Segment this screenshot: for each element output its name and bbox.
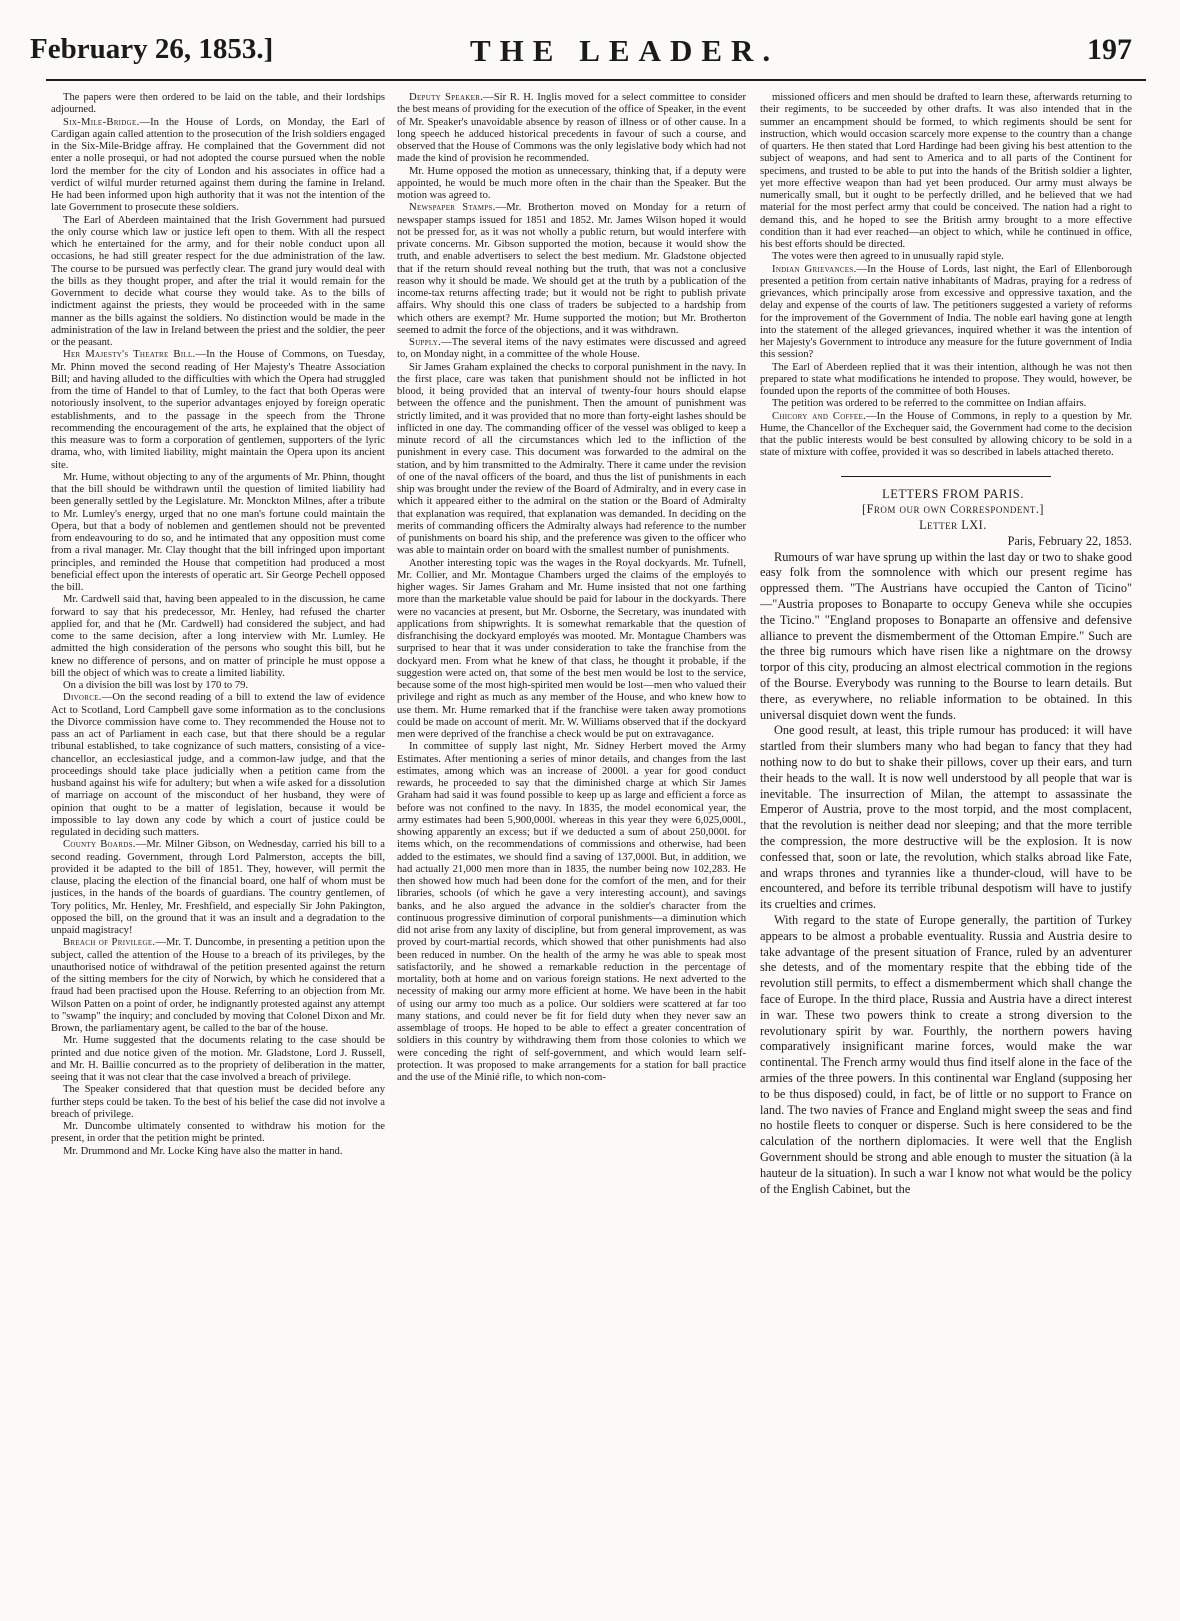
section-lead: Divorce. [63, 692, 102, 704]
paragraph: Mr. Cardwell said that, having been appealed to in the discussion, he came forward to say that his predecessor, Mr. Henley, had refused the charter applied for, and that he (Mr. Cardwell) had considered the subject, and had come to the same decision, after a long interview with Mr. Lumley. He admitted the high consideration of the persons who sought this bill, but he knew no difference of persons, and on matter of principle he must oppose a bill the object of which was to create a limited liability. [51, 594, 385, 679]
section-lead: Supply. [409, 337, 442, 348]
paragraph: Chicory and Coffee.—In the House of Commons, in reply to a question by Mr. Hume, the Chancellor of the Exchequer said, the Government had come to the decision that the public interests would be best consulted by allowing chicory to be sold in a state of mixture with coffee, provided it was so described in labels attached thereto. [760, 410, 1132, 459]
section-divider [841, 476, 1051, 477]
paragraph: Supply.—The several items of the navy estimates were discussed and agreed to, on Monday night, in a committee of the whole House. [397, 337, 746, 361]
section-lead: County Boards. [63, 839, 136, 851]
paragraph: missioned officers and men should be drafted to learn these, afterwards returning to their regiments, to be succeeded by other drafts. It was also intended that in the summer an encampment should be formed, to which regiments should be sent for instruction, which would occasion scarcely more expense to the country than a change of quarters. He then stated that Lord Hardinge had been giving his best attention to the subject of weapons, and had sent to America and to all parts of the Continent for specimens, and trusted to be able to put into the hands of the British soldier a lighter, yet more effective weapon than had yet been produced. Our army must always be numerically small, but it ought to be perfectly drilled, and he believed that we had material for the most perfect army that could be conceived. The nation had a right to demand this, and he hoped to see the British army brought to a more effective condition than it had ever reached—an object to which, while he continued in office, his best efforts should be directed. [760, 92, 1132, 250]
paragraph: The Earl of Aberdeen replied that it was their intention, although he was not then prepared to state what modifications he intended to propose. They would, however, be founded upon the reports of the committee of both Houses. [760, 361, 1132, 397]
section-lead: Indian Grievances. [772, 263, 857, 275]
paragraph: Her Majesty's Theatre Bill.—In the House of Commons, on Tuesday, Mr. Phinn moved the second reading of Her Majesty's Theatre Association Bill; and having alluded to the difficulties with which the Opera had struggled from the time of Handel to that of Lumley, to the fact that both Operas were notoriously insolvent, to the superior advantages enjoyed by foreign operatic establishments, and to the passage in the speech from the Throne recommending the encouragement of the arts, he explained that the object of this measure was to form a corporation of gentlemen, supporters of the lyric drama, who, with limited liability, might maintain the Opera upon its ancient site. [51, 349, 385, 471]
correspondent-line: [From our own Correspondent.] [861, 502, 1045, 517]
paragraph: Newspaper Stamps.—Mr. Brotherton moved on Monday for a return of newspaper stamps issued for 1851 and 1852. Mr. James Wilson hoped it would not be pressed for, as it was not wholly a public return, but would interfere with private concerns. Mr. Gibson supported the motion, because it would show the truth, and enable advertisers to select the best medium. Mr. Gladstone objected that if the return should reveal nothing but the truth, that was not a conclusive reason why it should be made. We should get at the truth by a publication of the income-tax returns affecting trade; but it would not be right to publish private affairs. Why should this one class of traders be subjected to a hardship from which others are exempt? Mr. Hume supported the motion; but Mr. Brotherton seemed to admit the force of the objections, and it was withdrawn. [397, 202, 746, 336]
masthead [30, 33, 1146, 77]
paragraph: On a division the bill was lost by 170 to 79. [63, 680, 249, 691]
paragraph: County Boards.—Mr. Milner Gibson, on Wednesday, carried his bill to a second reading. Government, through Lord Palmerston, accepts the bill, provided it be adapted to the bill of 1851. They, however, will permit the clause, placing the election of the financial board, one half of whom must be justices, in the hands of the boards of guardians. The country gentlemen, of Tory politics, Mr. Henley, Mr. Freshfield, and especially Sir John Pakington, opposed the bill, on the ground that it was an insult and a degradation to the unpaid magistracy! [51, 839, 385, 936]
letter-number: Letter LXI. [919, 518, 987, 533]
paragraph: Breach of Privilege.—Mr. T. Duncombe, in presenting a petition upon the subject, called the attention of the House to a breach of its privileges, by the unauthorised notice of withdrawal of the petition presented against the return of the sitting members for the city of Norwich, by which he considered that a fraud had been practised upon the House. Referring to an objection from Mr. Wilson Patten on a point of order, he indignantly protested against any attempt to "swamp" the inquiry; and concluded by moving that Colonel Dixon and Mr. Brown, the parliamentary agent, be called to the bar of the house. [51, 937, 385, 1034]
section-lead: Deputy Speaker. [409, 92, 484, 103]
paragraph: Mr. Drummond and Mr. Locke King have also the matter in hand. [63, 1145, 343, 1157]
section-lead: Six-Mile-Bridge. [63, 116, 140, 128]
column-3 [760, 92, 1132, 1607]
paragraph: Mr. Duncombe ultimately consented to withdraw his motion for the present, in order that the petition might be printed. [51, 1121, 385, 1145]
letter-paragraph: Rumours of war have sprung up within the last day or two to shake good easy folk from the somnolence with which our present regime has oppressed them. "The Austrians have occupied the Canton of Ticino" —"Austria proposes to Bonaparte to occupy Geneva while she occupies the Ticino." "England proposes to Bonaparte an offensive and defensive alliance to prevent the dismemberment of the Ottoman Empire." Such are the three big rumours which have risen like a nightmare on the drowsy torpor of this city, producing an almost electrical commotion in the regions of the Bourse. Everybody was running to the Bourse to learn details. But there, as everywhere, no reliable information to be obtained. In this universal disquiet down went the funds. [760, 549, 1132, 722]
paragraph: Six-Mile-Bridge.—In the House of Lords, on Monday, the Earl of Cardigan again called attention to the prosecution of the Irish soldiers engaged in the Six-Mile-Bridge affray. He complained that the Government did not enter a nolle prosequi, or had not adopted the course pursued when the noble lord the member for the city of London and his associates in office had a verdict of wilful murder returned against them during the famine in Ireland. He had been informed upon high authority that it was not the intention of the late Government to prosecute these soldiers. [51, 116, 385, 214]
paragraph: Mr. Hume opposed the motion as unnecessary, thinking that, if a deputy were appointed, he would be much more often in the chair than the Speaker. But the motion was agreed to. [397, 165, 746, 201]
paragraph: Mr. Hume, without objecting to any of the arguments of Mr. Phinn, thought that the bill should be withdrawn until the question of limited liability had been generally settled by the Legislature. Mr. Monckton Milnes, after a tribute to Mr. Lumley's energy, urged that no one man's fortune could maintain the Opera, but that a body of noblemen and gentlemen should not be prevented from endeavouring to do so, and he intimated that any opposition must come from a rival manager. Mr. Clay thought that the bill infringed upon important principles, and reminded the House that competition had produced a most beneficial effect upon the interests of operatic art. Sir George Pechell opposed the bill. [51, 471, 385, 593]
column-1 [51, 92, 385, 1607]
paragraph: The petition was ordered to be referred to the committee on Indian affairs. [772, 398, 1087, 410]
letter-dateline: Paris, February 22, 1853. [1007, 533, 1132, 548]
paragraph: Divorce.—On the second reading of a bill to extend the law of evidence Act to Scotland, Lord Campbell gave some information as to the conclusions the Divorce commission have come to. They recommended the House not to pass an act of Parliament in each case, but that there should be a regular tribunal established, to take cognizance of such matters, consisting of a vice-chancellor, an ecclesiastical judge, and a common-law judge, and that the proceedings should take place judicially when a petition came from the husband against his wife for adultery; but when a wife asked for a dissolution of marriage on account of the misconduct of her husband, they were of opinion that ought to be a matter of legislation, because it would be impossible to lay down any code by which a court of justice could be regulated in deciding such matters. [51, 692, 385, 838]
paragraph: The Earl of Aberdeen maintained that the Irish Government had pursued the only course which law or justice left open to them. With all the respect which he entertained for the army, and for their noble conduct upon all occasions, he had still greater respect for the due administration of the law. The course to be pursued was perfectly clear. The grand jury would deal with the bills as they thought proper, and after the trial it would remain for the Government to decide what course they would take. As to the bills of indictment against the priests, they would be proceeded with in the same manner as the bills against the soldiers. No distinction would be made in the administration of the law in Ireland between the priest and the soldier, the peer or the peasant. [51, 214, 385, 348]
newspaper-title: THE LEADER. [470, 33, 780, 68]
section-lead: Newspaper Stamps. [409, 202, 496, 214]
letter-paragraph: With regard to the state of Europe generally, the partition of Turkey appears to be almost a probable eventuality. Russia and Austria desire to take advantage of the present situation of France, ruled by an adventurer she detests, and of the momentary respite that the ebbing tide of the revolution still permits, to effect a dismemberment which shall change the face of Europe. In the third place, Russia and Austria have a direct interest in war. These two powers think to create a strong diversion to the revolutionary spirit by war. Fourthly, the northern powers having comparatively insignificant marine forces, would make the war continental. The French army would thus find itself alone in the face of the armies of the three powers. In this continental war England (supposing her to be thus disposed) could, in fact, be of little or no support to France on land. The two navies of France and England might sweep the seas and find no hostile fleets to conquer or disperse. Such is here considered to be the calculation of the northern diplomacies. It were well that the English Government should be strong and able enough to muster the situation (à la hauteur de la situation). In such a war I know not what would be the policy of the English Cabinet, but the [760, 913, 1132, 1196]
section-lead: Breach of Privilege. [63, 937, 156, 949]
paragraph: The votes were then agreed to in unusually rapid style. [772, 251, 1004, 263]
column-2 [397, 92, 746, 1607]
section-lead: Her Majesty's Theatre Bill. [63, 349, 196, 361]
paragraph: The papers were then ordered to be laid on the table, and their lordships adjourned. [51, 92, 385, 116]
paragraph: Indian Grievances.—In the House of Lords, last night, the Earl of Ellenborough presented a petition from certain native inhabitants of Madras, praying for a redress of grievances, which principally arose from excessive and oppressive taxation, and the delay and expense of the courts of law. The petitioners suggested a variety of reforms for the improvement of the Government of India. The noble earl having gone at length into the statement of the alleged grievances, inquired whether it was the intention of her Majesty's Government to introduce any measure for the future government of India this session? [760, 263, 1132, 361]
page-number: 197 [1087, 33, 1132, 66]
paragraph: Mr. Hume suggested that the documents relating to the case should be printed and due notice given of the motion. Mr. Gladstone, Lord J. Russell, and Mr. H. Baillie concurred as to the propriety of deliberation in the matter, seeing that it was not clear that the case involved a breach of privilege. [51, 1035, 385, 1083]
paragraph: Deputy Speaker.—Sir R. H. Inglis moved for a select committee to consider the best means of providing for the execution of the office of Speaker, in the event of Mr. Speaker's unavoidable absence by reason of illness or of other cause. In a long speech he adduced historical precedents in favour of such a course, and observed that the House of Commons was the only legislative body which had not made the kind of provision he recommended. [397, 92, 746, 165]
paragraph: The Speaker considered that that question must be decided before any further steps could be taken. To the best of his belief the case did not involve a breach of privilege. [51, 1084, 385, 1120]
section-lead: Chicory and Coffee. [772, 410, 867, 422]
issue-date: February 26, 1853.] [30, 33, 274, 65]
letter-paragraph: One good result, at least, this triple rumour has produced: it will have startled from their slumbers many who had began to fancy that they had nothing now to do but to shake their pillows, cover up their ears, and turn their heads to the wall. It is now well understood by all people that war is inevitable. The insurrection of Milan, the attempt to assassinate the Emperor of Austria, prove to the most torpid, and the most complacent, that the revolution is neither dead nor sleeping; and that the more terrible the compression, the more destructive will be the explosion. It is now confessed that, soon or late, the revolution, which stalks abroad like Fate, and wraps thrones and tyrannies like a thunder-cloud, will have to be encountered, and before its terrible tribunal despotism will have to justify its cruelties and crimes. [760, 723, 1132, 912]
letters-heading: LETTERS FROM PARIS. [882, 486, 1024, 501]
paragraph: Another interesting topic was the wages in the Royal dockyards. Mr. Tufnell, Mr. Collier, and Mr. Montague Chambers urged the claims of the employés to higher wages. Sir James Graham and Mr. Hume insisted that not one farthing more than the marketable value should be paid for labour in the dockyards. There were no vacancies at present, but Mr. Osborne, the Secretary, was inundated with applications from shipwrights. It is somewhat remarkable that the question of disfranchising the dockyard employés was mooted. Mr. Montague Chambers was surprised to hear that it was under consideration to take the franchise from the dockyard men. From what he knew of that class, he thought it probable, if the suggestion were acted on, that some of the best men would be lost to the service, because some of the most high-spirited men would be lost—men who valued their privilege and right as much as any member of the House, and who knew how to use them. Mr. Hume remarked that if the franchise were taken away promotions could be made on account of merit. Mr. W. Williams observed that if the dockyard men were deprived of the franchise a check would be put on extravagance. [397, 557, 746, 740]
letters-from-paris [760, 487, 1132, 1198]
paragraph: In committee of supply last night, Mr. Sidney Herbert moved the Army Estimates. After mentioning a series of minor details, and changes from the last estimates, among which was an increase of 2000l. a year for good conduct rewards, he proceeded to say that the diminished charge at which Sir James Graham had said it was found possible to keep up as large and efficient a force as before was not confined to the navy. In 1835, the model economical year, the army estimates had been 5,900,000l. whereas in this year they were 6,025,000l., showing apparently an excess; but if we deducted a sum of about 250,000l. for items which, on the recommendations of commissions and otherwise, had been added to the estimates, we should find a saving of 137,000l. But, in addition, we had actually 21,000 men more than in 1835, the number being now 102,283. He then showed how much had been done for the comfort of the men, and for their libraries, schools (of which he gave a very interesting account), and savings banks, and he also argued the advance in the soldier's character from the continuous progressive diminution of corporal punishments—a diminution which did not arise from any laxity of discipline, but from general improvement, as was proved by court-martial records, which showed that other punishments had also been reduced in number. On the health of the army he was able to speak most satisfactorily, and he showed a remarkable reduction in the percentage of mortality, both at home and on various foreign stations. He next adverted to the necessity of making our army more efficient at home. We have been in the habit of using our army too much as a police. Our soldiers were scattered at far too many stations, and could never be fit for field duty when they never saw an assemblage of troops. He hoped to be able to effect a greater concentration of soldiers in this country by withdrawing them from those colonies to which we were conceding the right of self-government, and which would learn self-protection. It was proposed to make arrangements for a station for ball practice and the use of the Minié rifle, to which non-com- [397, 741, 746, 1083]
paragraph: Sir James Graham explained the checks to corporal punishment in the navy. In the first place, care was taken that punishment should not be inflicted in hot blood, it being provided that an interval of twenty-four hours should elapse between the offence and the punishment. Then the amount of punishment was strictly limited, and it was provided that no more than forty-eight lashes should be inflicted in one day. The commanding officer of the vessel was obliged to keep a minute record of all the circumstances which led to the infliction of the punishment in every case. This document was forwarded to the admiral on the station, and by him transmitted to the Admiralty. There it came under the revision of one of the naval officers of the board, and thus the list of punishments in each ship was brought under the review of the Board of Admiralty, and in every case in which it appeared either to the admiral on the station or the Board of Admiralty that explanation was required, that explanation was demanded. In deciding on the merits of commanding officers the Admiralty always had reference to the number of punishments on board his ship, and the preference was given to the officer who was able to maintain order on board with the smallest number of punishments. [397, 361, 746, 557]
masthead-rule [46, 79, 1146, 81]
